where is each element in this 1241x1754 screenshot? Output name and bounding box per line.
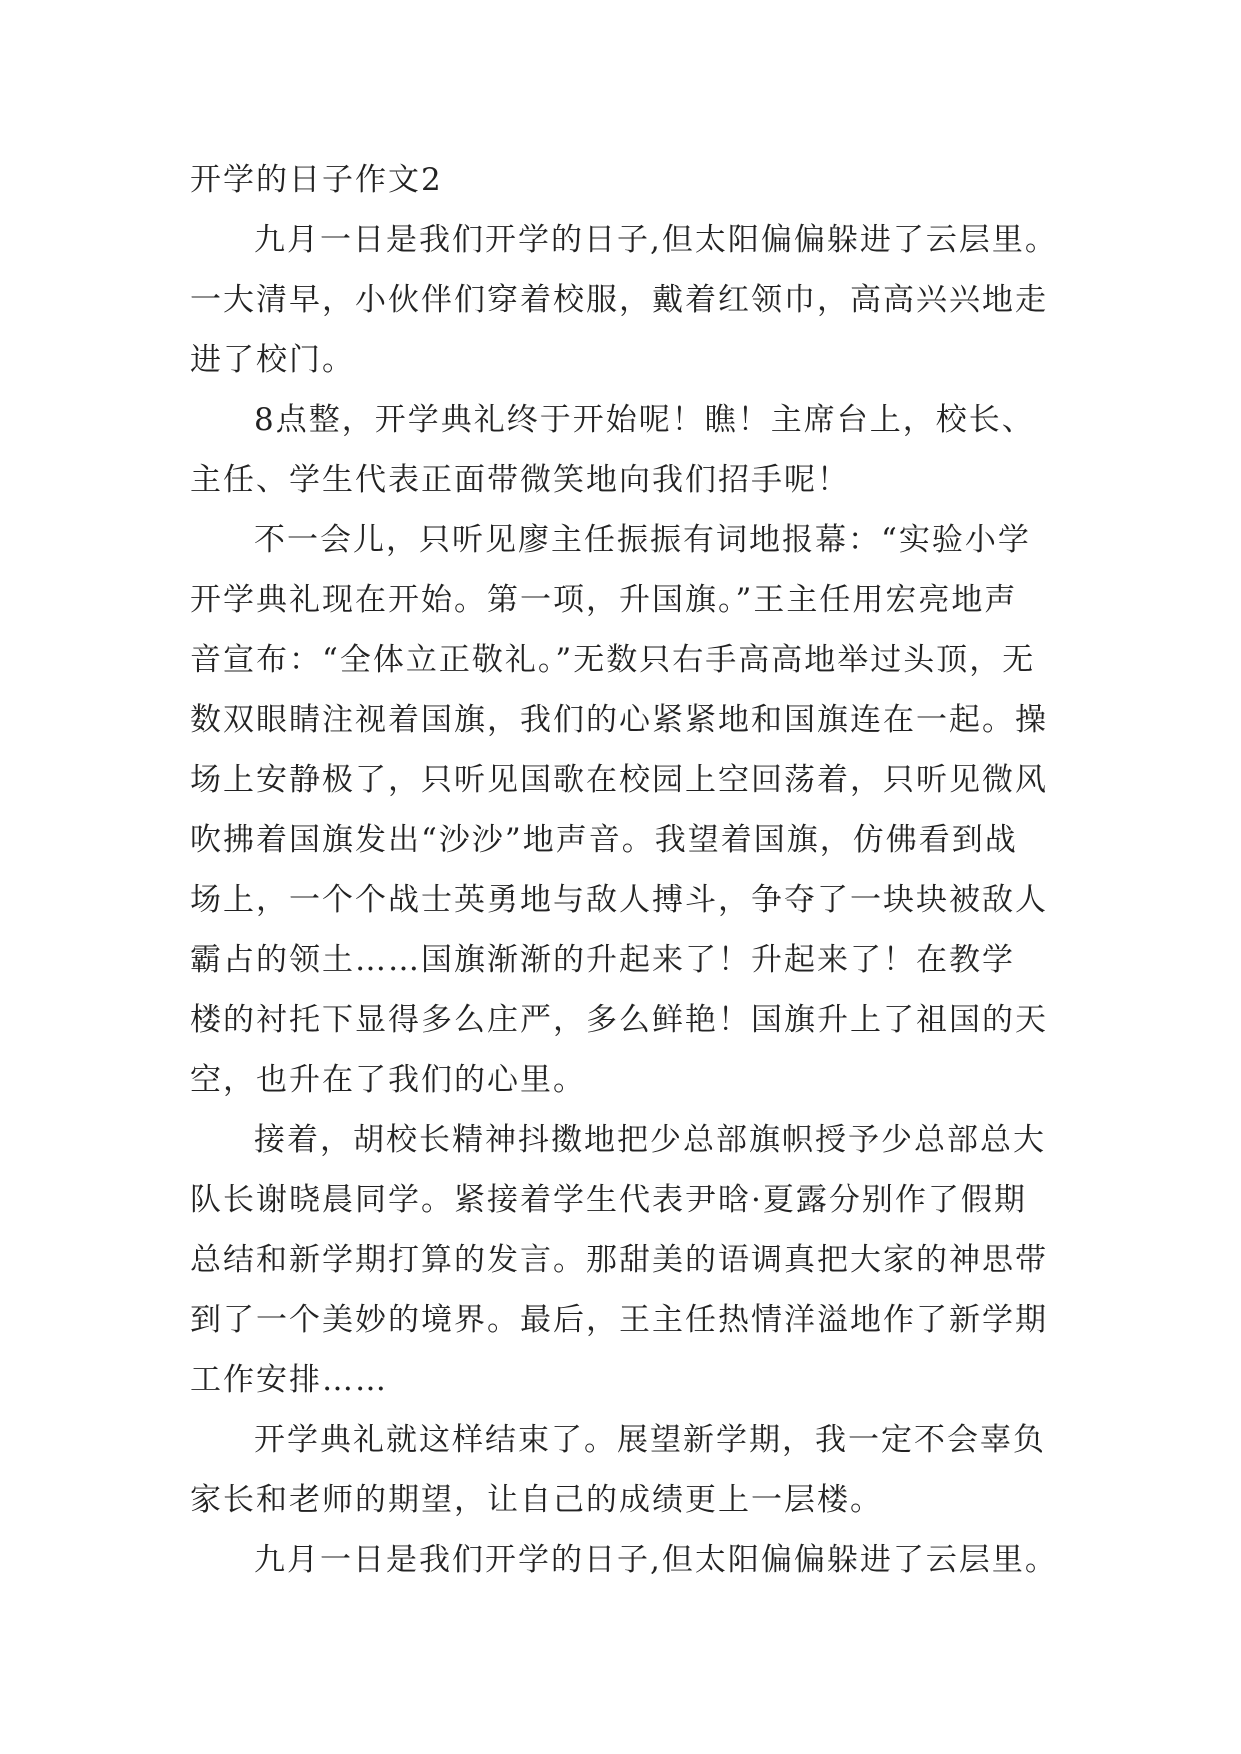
- paragraph-line: 九月一日是我们开学的日子,但太阳偏偏躲进了云层里。: [254, 222, 1058, 258]
- paragraph-line: 8点整，开学典礼终于开始呢！瞧！主席台上，校长、: [254, 402, 1035, 438]
- paragraph-line: 开学典礼就这样结束了。展望新学期，我一定不会辜负: [254, 1422, 1046, 1458]
- paragraph-line: 进了校门。: [190, 342, 355, 378]
- paragraph-line: 空，也升在了我们的心里。: [190, 1062, 586, 1098]
- document-page: [190, 150, 1070, 1590]
- paragraph-line: 工作安排……: [190, 1362, 388, 1398]
- paragraph-line: 九月一日是我们开学的日子,但太阳偏偏躲进了云层里。: [254, 1542, 1058, 1578]
- paragraph-5: [190, 1410, 1070, 1530]
- paragraph-line: 队长谢晓晨同学。紧接着学生代表尹晗·夏露分别作了假期: [190, 1182, 1027, 1218]
- paragraph-line: 到了一个美妙的境界。最后，王主任热情洋溢地作了新学期: [190, 1302, 1048, 1338]
- paragraph-line: 霸占的领土……国旗渐渐的升起来了！升起来了！在教学: [190, 942, 1015, 978]
- paragraph-line: 吹拂着国旗发出“沙沙”地声音。我望着国旗，仿佛看到战: [190, 822, 1018, 858]
- paragraph-2: [190, 390, 1070, 510]
- paragraph-line: 音宣布：“全体立正敬礼。”无数只右手高高地举过头顶，无: [190, 642, 1036, 678]
- paragraph-line: 主任、学生代表正面带微笑地向我们招手呢！: [190, 462, 850, 498]
- document-title: 开学的日子作文2: [190, 162, 443, 198]
- paragraph-line: 楼的衬托下显得多么庄严，多么鲜艳！国旗升上了祖国的天: [190, 1002, 1048, 1038]
- paragraph-line: 场上，一个个战士英勇地与敌人搏斗，争夺了一块块被敌人: [190, 882, 1048, 918]
- paragraph-1: [190, 210, 1070, 390]
- paragraph-line: 数双眼睛注视着国旗，我们的心紧紧地和国旗连在一起。操: [190, 702, 1048, 738]
- paragraph-line: 总结和新学期打算的发言。那甜美的语调真把大家的神思带: [190, 1242, 1048, 1278]
- paragraph-line: 场上安静极了，只听见国歌在校园上空回荡着，只听见微风: [190, 762, 1048, 798]
- paragraph-line: 一大清早，小伙伴们穿着校服，戴着红领巾，高高兴兴地走: [190, 282, 1048, 318]
- paragraph-4: [190, 1110, 1070, 1410]
- paragraph-line: 家长和老师的期望，让自己的成绩更上一层楼。: [190, 1482, 883, 1518]
- paragraph-6: [190, 1530, 1070, 1590]
- paragraph-line: 开学典礼现在开始。第一项，升国旗。”王主任用宏亮地声: [190, 582, 1018, 618]
- paragraph-3: [190, 510, 1070, 1110]
- paragraph-line: 不一会儿，只听见廖主任振振有词地报幕：“实验小学: [254, 522, 1031, 558]
- paragraph-line: 接着，胡校长精神抖擞地把少总部旗帜授予少总部总大: [254, 1122, 1046, 1158]
